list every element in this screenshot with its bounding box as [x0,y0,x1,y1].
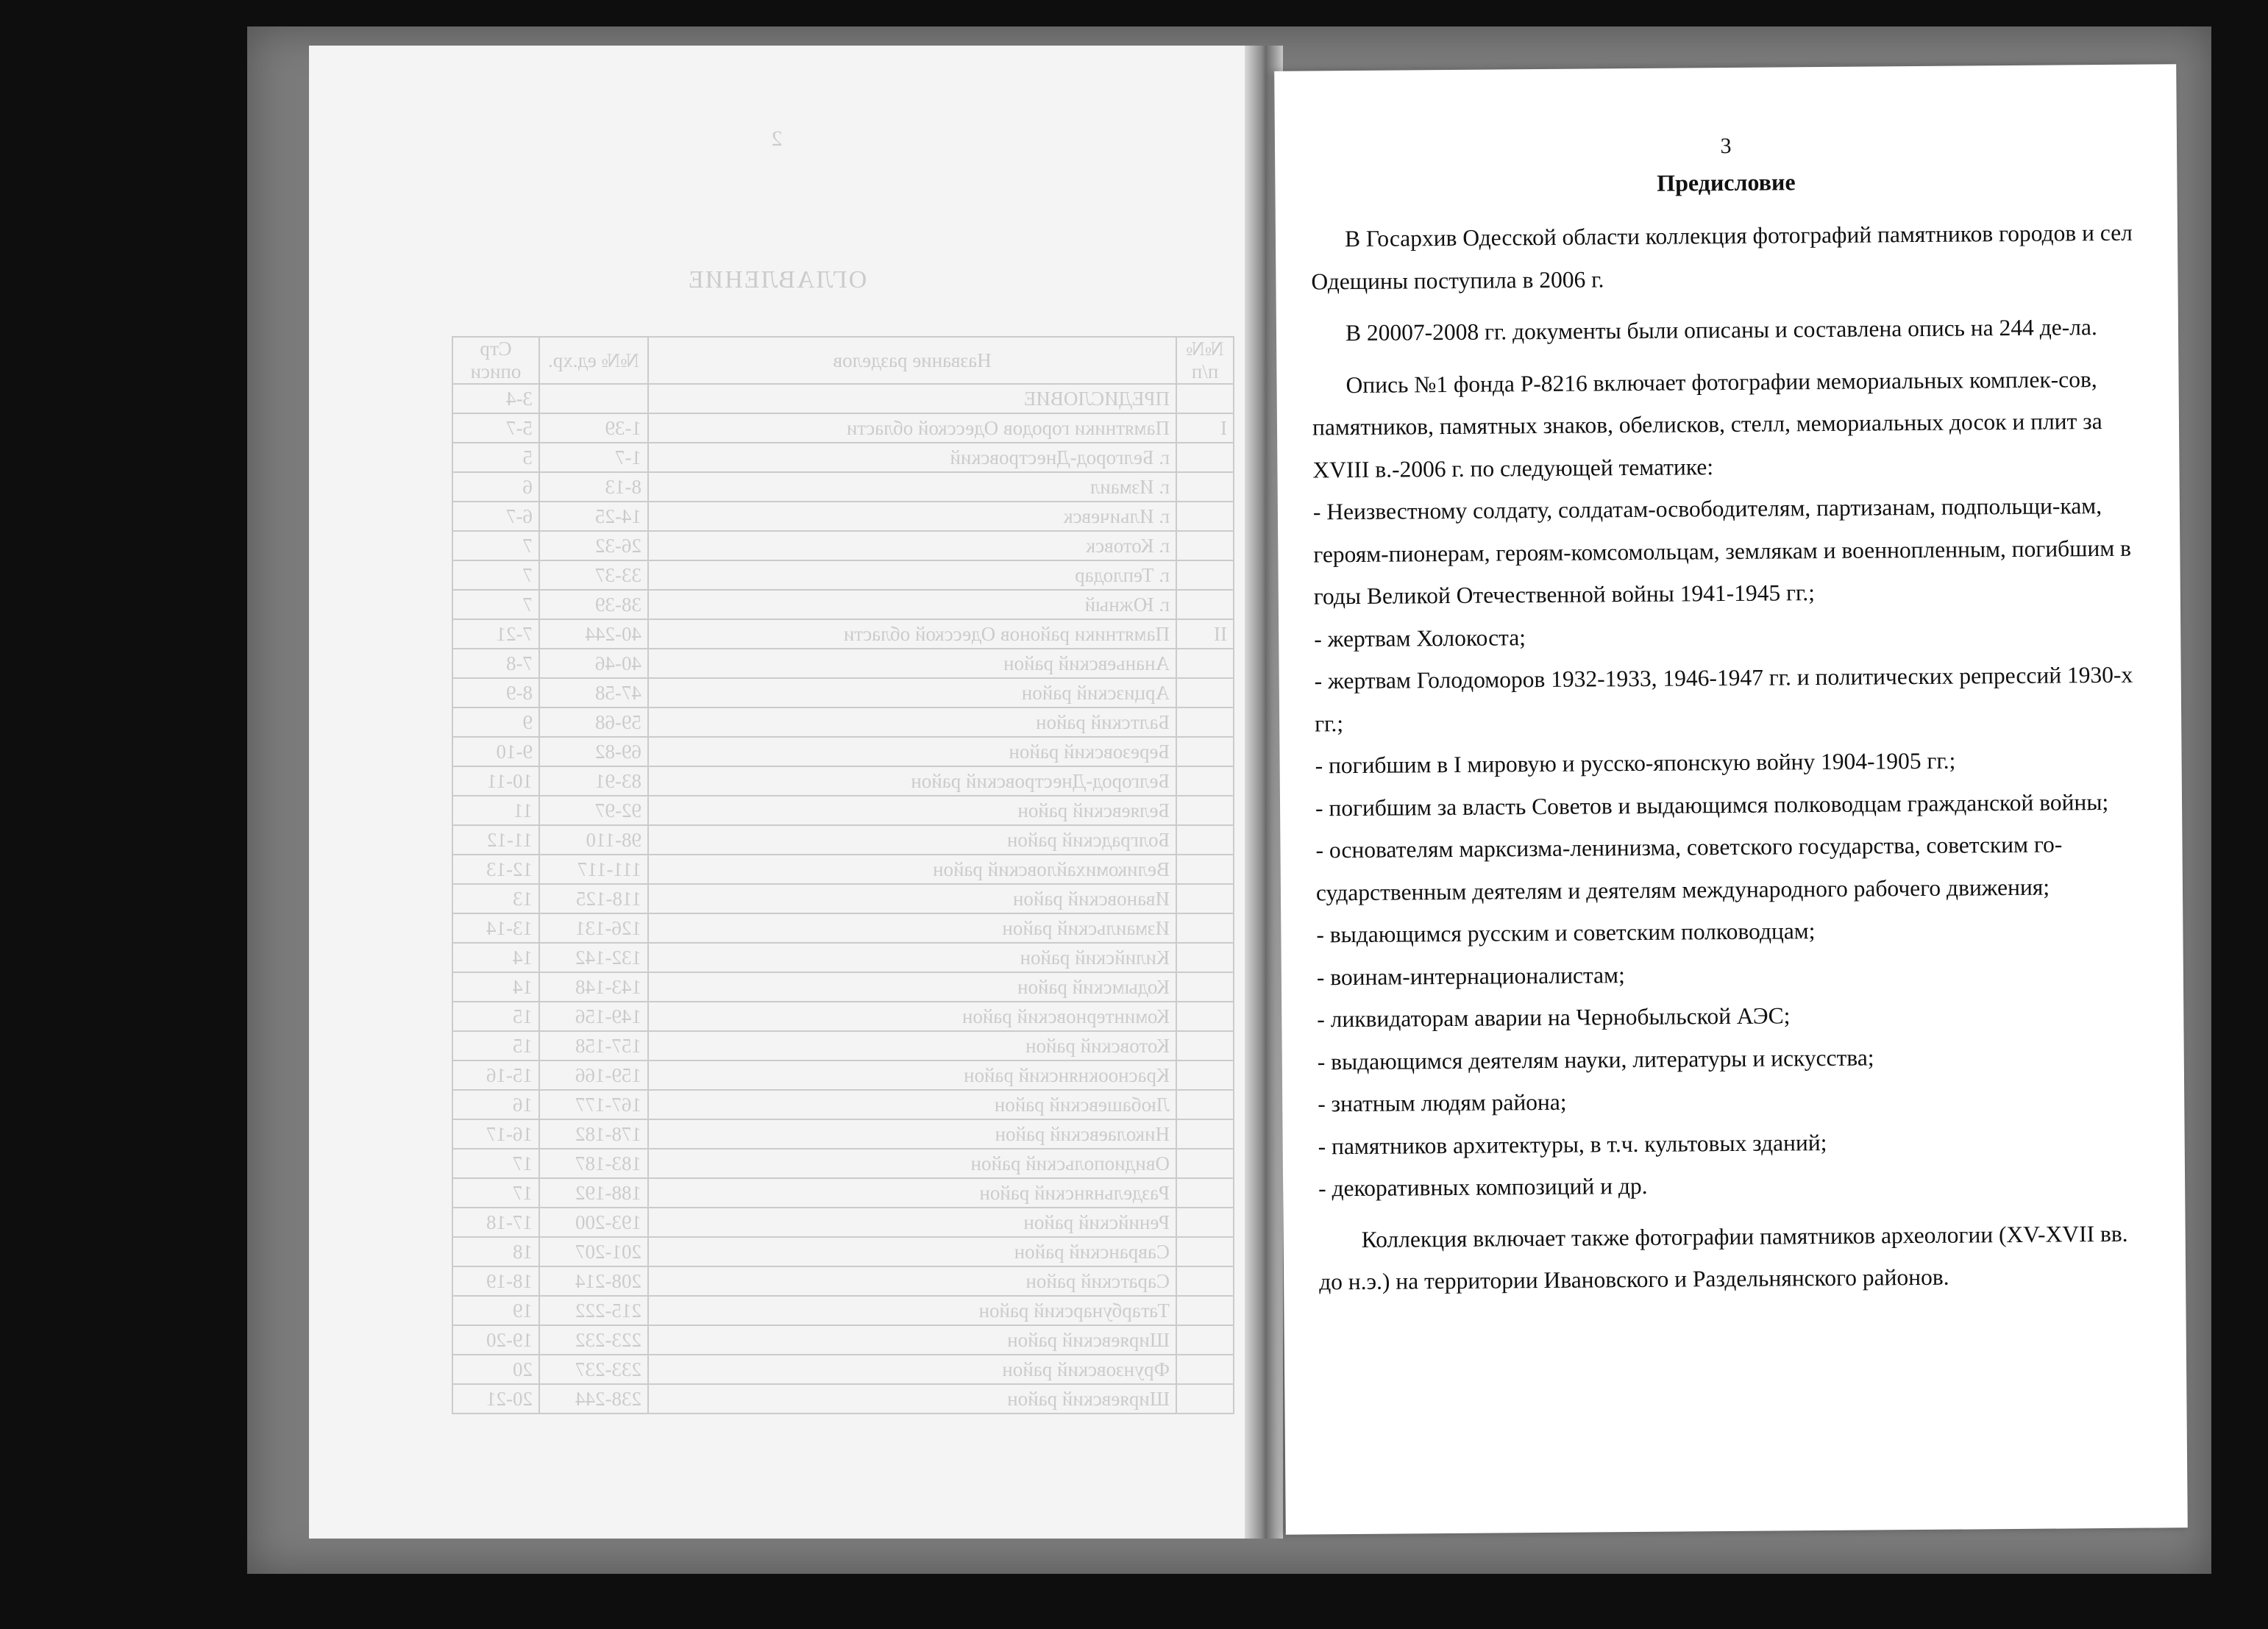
table-cell: Саратский район [648,1266,1176,1296]
table-cell: Памятники районов Одесской области [648,619,1176,649]
table-cell: Белгород-Днестровский район [648,766,1176,796]
table-cell: 14 [452,943,539,972]
table-cell: Ренийский район [648,1208,1176,1237]
table-cell [1176,1119,1234,1149]
table-cell: 215-222 [539,1296,648,1325]
list-item: - Неизвестному солдату, солдатам-освободителям, партизанам, подпольщи-кам, героям-пионерам, героям-комсомольцам, землякам и военнопленным, погибшим в годы Великой Отечественной войны 1941-1945 гг.; [1312,493,2132,610]
table-cell: 167-177 [539,1090,648,1119]
table-cell [1176,678,1234,707]
table-cell: 47-58 [539,678,648,707]
table-cell: Ивановский район [648,884,1176,913]
table-cell: 83-91 [539,766,648,796]
table-cell: 20-21 [452,1384,539,1414]
table-body [452,384,1234,1414]
table-cell [1176,1031,1234,1061]
table-row [452,884,1234,913]
table-cell: Котовский район [648,1031,1176,1061]
table-cell [1176,1384,1234,1414]
table-row [452,1061,1234,1090]
list-item: - воинам-интернационалистам; [1316,961,1625,990]
table-row [452,531,1234,560]
table-cell: 193-200 [539,1208,648,1237]
table-cell [1176,649,1234,678]
table-cell: 13-14 [452,913,539,943]
table-cell [1176,1002,1234,1031]
list-item: - выдающимся русским и советским полководцам; [1316,918,1816,948]
table-cell: Балтский район [648,707,1176,737]
table-cell: 1-39 [539,413,648,443]
table-cell: 7 [452,590,539,619]
table-cell: 59-68 [539,707,648,737]
table-cell: 178-182 [539,1119,648,1149]
table-cell: г. Южный [648,590,1176,619]
table-row [452,443,1234,472]
table-cell: Арцизский район [648,678,1176,707]
table-cell: 149-156 [539,1002,648,1031]
table-cell [1176,825,1234,855]
column-header: Стр описи [452,337,539,384]
table-cell [1176,472,1234,502]
table-cell: Кодымский район [648,972,1176,1002]
table-cell: 6 [452,472,539,502]
table-cell [1176,1266,1234,1296]
table-row [452,384,1234,413]
table-cell: Березовский район [648,737,1176,766]
table-cell: 9 [452,707,539,737]
list-item: - погибшим за власть Советов и выдающимся полководцам гражданской войны; [1315,788,2109,821]
table-cell [1176,855,1234,884]
list-item: - знатным людям района; [1318,1088,1567,1117]
table-cell: 208-214 [539,1266,648,1296]
table-cell: Татарбунарский район [648,1296,1176,1325]
table-cell: 159-166 [539,1061,648,1090]
table-cell: Раздельнянский район [648,1178,1176,1208]
table-cell: 14-25 [539,502,648,531]
table-row [452,1090,1234,1119]
theme-list [1313,485,2143,1210]
table-cell: 92-97 [539,796,648,825]
table-cell: 11-12 [452,825,539,855]
preface-body [1311,212,2144,1313]
table-cell [1176,737,1234,766]
table-cell: 201-207 [539,1237,648,1266]
table-cell: 5 [452,443,539,472]
table-row [452,972,1234,1002]
list-item: - основателям марксизма-ленинизма, советского государства, советским го-сударственным деятелям и деятелям международного рабочего движения; [1315,831,2063,905]
table-cell: 19-20 [452,1325,539,1355]
table-row [452,855,1234,884]
table-row [452,913,1234,943]
table-cell: 16 [452,1090,539,1119]
list-item: - жертвам Голодоморов 1932-1933, 1946-1947 гг. и политических репрессий 1930-х гг.; [1314,661,2133,736]
table-cell: Ширяевский район [648,1384,1176,1414]
table-row [452,796,1234,825]
table-cell [1176,1090,1234,1119]
table-cell: 38-39 [539,590,648,619]
table-cell: 233-237 [539,1355,648,1384]
list-item: - выдающимся деятелям науки, литературы и искусства; [1317,1044,1874,1074]
table-cell [1176,384,1234,413]
table-row [452,413,1234,443]
table-row [452,1031,1234,1061]
table-cell: Фрунзовский район [648,1355,1176,1384]
table-cell: 143-148 [539,972,648,1002]
table-cell: 132-142 [539,943,648,972]
list-item: - жертвам Холокоста; [1314,624,1526,652]
table-cell: Коминтерновский район [648,1002,1176,1031]
table-cell: 18-19 [452,1266,539,1296]
table-cell: г. Измаил [648,472,1176,502]
table-cell: II [1176,619,1234,649]
table-row [452,766,1234,796]
table-cell: 11 [452,796,539,825]
table-cell: 15 [452,1031,539,1061]
table-cell: Великомихайловский район [648,855,1176,884]
table-cell: 17 [452,1178,539,1208]
table-cell: 126-131 [539,913,648,943]
table-cell [1176,972,1234,1002]
table-cell: 183-187 [539,1149,648,1178]
column-header: №№ ед.хр. [539,337,648,384]
table-cell: 40-244 [539,619,648,649]
paragraph: В 20007-2008 гг. документы были описаны и составлена опись на 244 де-ла. [1345,314,2097,346]
table-header-row [452,337,1234,384]
bleed-through-content [309,46,1245,1539]
table-row [452,1002,1234,1031]
table-row [452,1149,1234,1178]
table-row [452,1384,1234,1414]
table-cell: Килийский район [648,943,1176,972]
table-cell: г. Белгород-Днестровский [648,443,1176,472]
table-row [452,502,1234,531]
table-cell [1176,1208,1234,1237]
table-cell: 7 [452,560,539,590]
table-cell: 1-7 [539,443,648,472]
table-cell: 111-117 [539,855,648,884]
table-cell [1176,531,1234,560]
table-cell: 223-232 [539,1325,648,1355]
table-cell: 17-18 [452,1208,539,1237]
table-cell [1176,1061,1234,1090]
list-item: - ликвидаторам аварии на Чернобыльской АЭС; [1317,1002,1791,1033]
table-cell: 6-7 [452,502,539,531]
table-cell: 13 [452,884,539,913]
table-cell: 15 [452,1002,539,1031]
page-number: 3 [1720,133,1732,159]
table-row [452,619,1234,649]
right-page [1274,64,2188,1535]
table-cell [1176,1325,1234,1355]
table-cell: 20 [452,1355,539,1384]
table-cell: 26-32 [539,531,648,560]
table-cell: 98-110 [539,825,648,855]
table-cell: 40-46 [539,649,648,678]
list-item: - декоративных композиций и др. [1318,1172,1648,1202]
table-row [452,1325,1234,1355]
table-cell: 15-16 [452,1061,539,1090]
table-cell: 12-13 [452,855,539,884]
table-cell [1176,707,1234,737]
table-cell: 17 [452,1149,539,1178]
table-cell: 8-9 [452,678,539,707]
table-of-contents [452,336,1234,1414]
column-header: Название разделов [648,337,1176,384]
table-row [452,1178,1234,1208]
table-row [452,1237,1234,1266]
table-cell: Савранский район [648,1237,1176,1266]
left-page-number: 2 [771,126,783,151]
table-row [452,1266,1234,1296]
table-cell [1176,1355,1234,1384]
table-row [452,649,1234,678]
table-row [452,590,1234,619]
table-cell: г. Теплодар [648,560,1176,590]
table-cell: Николаевский район [648,1119,1176,1149]
table-row [452,1119,1234,1149]
table-cell: Красноокнянский район [648,1061,1176,1090]
table-row [452,678,1234,707]
table-cell [1176,1178,1234,1208]
column-header: №№ п/п [1176,337,1234,384]
table-cell: 7 [452,531,539,560]
table-cell [1176,913,1234,943]
table-cell: 238-244 [539,1384,648,1414]
paragraph: В Госархив Одесской области коллекция фотографий памятников городов и сел Одещины поступила в 2006 г. [1311,219,2133,294]
table-cell: г. Ильичевск [648,502,1176,531]
table-row [452,472,1234,502]
table-cell: Памятники городов Одесской области [648,413,1176,443]
table-cell [1176,590,1234,619]
table-cell: I [1176,413,1234,443]
table-cell: 10-11 [452,766,539,796]
table-cell [1176,884,1234,913]
table-cell: 3-4 [452,384,539,413]
table-cell: 9-10 [452,737,539,766]
table-cell: 19 [452,1296,539,1325]
table-cell: Ширяевский район [648,1325,1176,1355]
table-cell [1176,502,1234,531]
preface-title: Предисловие [1657,168,1796,196]
table-cell [1176,560,1234,590]
table-row [452,707,1234,737]
list-item: - погибшим в I мировую и русско-японскую войну 1904-1905 гг.; [1315,747,1956,779]
table-cell: Измаильский район [648,913,1176,943]
list-item: - памятников архитектуры, в т.ч. культовых зданий; [1318,1129,1827,1159]
table-cell [1176,766,1234,796]
table-cell: Беляевский район [648,796,1176,825]
table-cell: 8-13 [539,472,648,502]
table-cell [539,384,648,413]
closing-paragraph: Коллекция включает также фотографии памятников археологии (XV-XVII вв. до н.э.) на территории Ивановского и Раздельнянского районов. [1318,1220,2128,1295]
paragraph: Опись №1 фонда Р-8216 включает фотографии мемориальных комплек-сов, памятников, памятных знаков, обелисков, стелл, мемориальных досок и плит за XVIII в.-2006 г. по следующей тематике: [1312,366,2102,482]
table-cell: 14 [452,972,539,1002]
table-cell: 33-37 [539,560,648,590]
table-cell: Болградский район [648,825,1176,855]
table-row [452,825,1234,855]
table-cell: Любашевский район [648,1090,1176,1119]
table-row [452,1296,1234,1325]
table-cell [1176,943,1234,972]
table-cell: 18 [452,1237,539,1266]
table-cell [1176,443,1234,472]
table-row [452,737,1234,766]
table-cell: 157-158 [539,1031,648,1061]
table-cell: 5-7 [452,413,539,443]
table-row [452,560,1234,590]
table-of-contents-title: ОГЛАВЛЕНИЕ [686,266,867,293]
table-row [452,1355,1234,1384]
table-cell [1176,1296,1234,1325]
table-cell [1176,1149,1234,1178]
table-cell [1176,1237,1234,1266]
table-cell: 16-17 [452,1119,539,1149]
table-cell: 7-21 [452,619,539,649]
table-row [452,943,1234,972]
table-row [452,1208,1234,1237]
table-cell: Овидиопольский район [648,1149,1176,1178]
table-cell: ПРЕДИСЛОВИЕ [648,384,1176,413]
table-cell: 69-82 [539,737,648,766]
table-cell [1176,796,1234,825]
table-cell: 118-125 [539,884,648,913]
table-cell: 7-8 [452,649,539,678]
table-cell: Ананьевский район [648,649,1176,678]
left-page [309,46,1245,1539]
table-cell: 188-192 [539,1178,648,1208]
table-cell: г. Котовск [648,531,1176,560]
